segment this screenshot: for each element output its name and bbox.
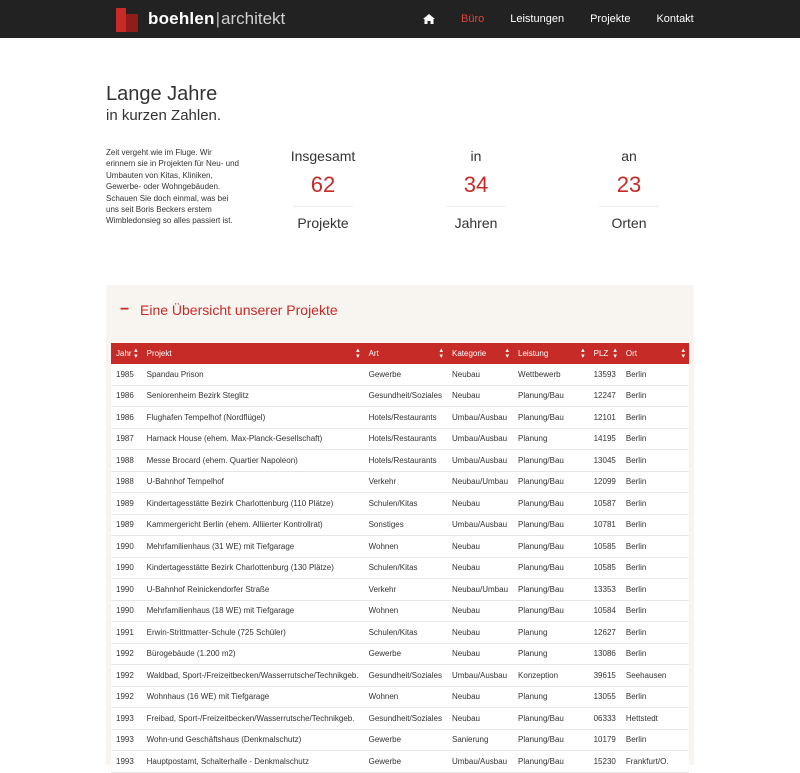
table-cell-plz: 12627 [589,622,621,644]
nav-item-projekte[interactable]: Projekte [590,13,631,25]
table-cell-projekt: Harnack House (ehem. Max-Planck-Gesellschaft) [142,428,364,450]
stat-label-top: in [470,148,482,164]
table-cell-art: Hotels/Restaurants [364,407,447,429]
table-cell-kategorie: Umbau/Ausbau [447,665,513,687]
table-row [111,579,689,601]
table-cell-ort: Berlin [621,729,689,751]
table-cell-art: Gesundheit/Soziales [364,385,447,407]
stat-years [421,148,531,231]
table-cell-art: Verkehr [364,579,447,601]
sort-icon: ▴ ▾ [505,347,510,360]
table-cell-projekt: Kindertagesstätte Bezirk Charlottenburg (110 Plätze) [142,493,364,515]
table-cell-jahr: 1990 [111,557,142,579]
stat-label-bottom: Orten [611,215,647,231]
nav-item-buero[interactable]: Büro [461,13,485,25]
sort-icon: ▴ ▾ [681,347,685,360]
table-cell-ort: Berlin [621,579,689,601]
table-cell-kategorie: Neubau [447,600,513,622]
stat-value: 62 [310,172,336,197]
table-row [111,708,689,730]
table-cell-kategorie: Neubau [447,385,513,407]
nav-item-kontakt[interactable]: Kontakt [656,13,694,25]
table-cell-leistung: Planung [513,686,589,708]
stat-places [574,148,684,231]
table-row [111,557,689,579]
table-cell-ort: Berlin [621,364,689,385]
table-cell-ort: Berlin [621,493,689,515]
stat-label-top: an [621,148,637,164]
table-cell-projekt: Hauptpostamt, Schalterhalle - Denkmalschutz [142,751,364,773]
table-cell-plz: 13045 [589,450,621,472]
table-cell-leistung: Planung/Bau [513,600,589,622]
table-cell-plz: 15230 [589,751,621,773]
table-cell-kategorie: Umbau/Ausbau [447,407,513,429]
column-header-label: Leistung [518,349,549,358]
table-cell-leistung: Planung/Bau [513,579,589,601]
projects-panel [106,285,694,765]
column-header-leistung[interactable] [513,343,589,364]
table-cell-leistung: Planung/Bau [513,557,589,579]
table-cell-ort: Frankfurt/O. [621,751,689,773]
table-cell-jahr: 1990 [111,536,142,558]
table-cell-leistung: Planung/Bau [513,751,589,773]
accordion-title: Eine Übersicht unserer Projekte [140,302,338,318]
table-cell-leistung: Planung/Bau [513,450,589,472]
stat-value: 34 [463,172,489,197]
table-cell-leistung: Planung [513,428,589,450]
sort-icon: ▴ ▾ [613,347,617,360]
table-cell-ort: Berlin [621,450,689,472]
table-row [111,385,689,407]
logo[interactable] [116,6,285,32]
projects-table [111,343,689,773]
table-cell-art: Gewerbe [364,364,447,385]
column-header-art[interactable] [364,343,447,364]
table-row [111,493,689,515]
stat-projects [268,148,378,231]
table-cell-jahr: 1986 [111,407,142,429]
table-cell-leistung: Planung/Bau [513,536,589,558]
table-cell-art: Wohnen [364,536,447,558]
logo-name: boehlen [148,9,215,28]
table-cell-leistung: Planung/Bau [513,407,589,429]
table-row [111,450,689,472]
page-subtitle: in kurzen Zahlen. [106,107,222,124]
table-row [111,665,689,687]
table-row [111,514,689,536]
intro-heading [106,82,221,126]
stat-label-top: Insgesamt [290,148,356,164]
logo-subtitle: architekt [221,9,286,28]
table-cell-projekt: Mehrfamilienhaus (31 WE) mit Tiefgarage [142,536,364,558]
table-cell-kategorie: Neubau/Umbau [447,471,513,493]
table-cell-jahr: 1989 [111,493,142,515]
stat-value: 23 [616,172,642,197]
table-cell-ort: Seehausen [621,665,689,687]
table-cell-kategorie: Neubau [447,364,513,385]
table-cell-jahr: 1985 [111,364,142,385]
table-cell-projekt: Bürogebäude (1.200 m2) [142,643,364,665]
table-cell-ort: Berlin [621,385,689,407]
table-cell-art: Gesundheit/Soziales [364,708,447,730]
table-cell-plz: 14195 [589,428,621,450]
column-header-label: Jahr [116,349,132,358]
table-cell-plz: 13593 [589,364,621,385]
table-cell-leistung: Planung [513,643,589,665]
table-cell-kategorie: Neubau [447,536,513,558]
table-row [111,729,689,751]
table-row [111,407,689,429]
table-cell-leistung: Planung/Bau [513,514,589,536]
table-cell-plz: 10585 [589,536,621,558]
table-cell-plz: 12099 [589,471,621,493]
navbar [0,0,800,38]
table-cell-kategorie: Neubau [447,643,513,665]
table-cell-kategorie: Umbau/Ausbau [447,751,513,773]
table-cell-art: Verkehr [364,471,447,493]
table-row [111,643,689,665]
table-cell-plz: 12247 [589,385,621,407]
table-cell-leistung: Wettbewerb [513,364,589,385]
table-cell-jahr: 1991 [111,622,142,644]
table-cell-ort: Berlin [621,471,689,493]
table-cell-plz: 06333 [589,708,621,730]
column-header-label: Kategorie [451,349,487,358]
table-cell-projekt: Wohn-und Geschäftshaus (Denkmalschutz) [142,729,364,751]
table-cell-jahr: 1990 [111,600,142,622]
column-header-label: Art [368,349,379,358]
table-cell-art: Schulen/Kitas [364,557,447,579]
stat-divider [446,206,506,207]
table-cell-kategorie: Neubau [447,493,513,515]
column-header-label: Ort [625,349,637,358]
table-cell-art: Schulen/Kitas [364,622,447,644]
table-cell-projekt: Kindertagesstätte Bezirk Charlottenburg (130 Plätze) [142,557,364,579]
table-cell-jahr: 1987 [111,428,142,450]
table-cell-projekt: Spandau Prison [142,364,364,385]
table-cell-plz: 13055 [589,686,621,708]
table-cell-ort: Berlin [621,622,689,644]
table-row [111,364,689,385]
table-cell-art: Gewerbe [364,751,447,773]
table-cell-projekt: Waldbad, Sport-/Freizeitbecken/Wasserrutsche/Technikgeb. [142,665,364,687]
table-cell-projekt: Freibad, Sport-/Freizeitbecken/Wasserrutsche/Technikgeb. [142,708,364,730]
page-title: Lange Jahre [106,83,218,105]
column-header-label: Projekt [146,349,172,358]
table-cell-jahr: 1988 [111,450,142,472]
table-cell-art: Sonstiges [364,514,447,536]
stat-label-bottom: Jahren [454,215,498,231]
table-cell-plz: 10179 [589,729,621,751]
table-row [111,428,689,450]
table-cell-art: Hotels/Restaurants [364,428,447,450]
table-cell-projekt: Seniorenheim Bezirk Steglitz [142,385,364,407]
table-cell-projekt: U-Bahnhof Tempelhof [142,471,364,493]
table-cell-art: Wohnen [364,686,447,708]
intro-text: Zeit vergeht wie im Fluge. Wir erinnern sie in Projekten für Neu- und Umbauten von Kitas, Kliniken, Gewerbe- oder Wohngebäuden. Schauen Sie doch einmal, was bei uns seit Boris Beckers erstem Wimbledonsieg so alles passiert ist. [106,148,239,226]
table-cell-plz: 10587 [589,493,621,515]
table-row [111,686,689,708]
stat-label-bottom: Projekte [297,215,349,231]
table-cell-ort: Berlin [621,536,689,558]
table-cell-projekt: Messe Brocard (ehem. Quartier Napoleon) [142,450,364,472]
table-cell-leistung: Planung/Bau [513,471,589,493]
sort-icon: ▴ ▾ [581,347,585,360]
table-cell-kategorie: Neubau [447,557,513,579]
sort-icon: ▴ ▾ [356,347,360,360]
table-cell-plz: 10781 [589,514,621,536]
table-cell-projekt: Flughafen Tempelhof (Nordflügel) [142,407,364,429]
column-header-ort[interactable] [621,343,689,364]
table-cell-jahr: 1986 [111,385,142,407]
nav-item-leistungen[interactable]: Leistungen [510,13,565,25]
table-cell-ort: Hettstedt [621,708,689,730]
column-header-projekt[interactable] [142,343,364,364]
column-header-plz[interactable] [589,343,621,364]
table-cell-leistung: Konzeption [513,665,589,687]
stat-divider [599,206,659,207]
table-cell-kategorie: Umbau/Ausbau [447,450,513,472]
table-row [111,536,689,558]
accordion-toggle[interactable] [120,301,338,319]
table-cell-leistung: Planung/Bau [513,385,589,407]
table-cell-art: Wohnen [364,600,447,622]
table-cell-jahr: 1992 [111,643,142,665]
table-cell-art: Gesundheit/Soziales [364,665,447,687]
main-nav [410,0,707,38]
table-cell-jahr: 1992 [111,665,142,687]
table-row [111,600,689,622]
table-row [111,471,689,493]
sort-icon: ▴ ▾ [439,347,443,360]
minus-icon: − [120,301,130,318]
sort-icon: ▴ ▾ [134,347,138,360]
table-cell-plz: 13086 [589,643,621,665]
table-cell-jahr: 1992 [111,686,142,708]
table-cell-plz: 10585 [589,557,621,579]
logo-mark-icon [116,6,140,32]
column-header-jahr[interactable] [111,343,142,364]
table-cell-leistung: Planung/Bau [513,729,589,751]
table-cell-jahr: 1988 [111,471,142,493]
table-cell-projekt: Wohnhaus (16 WE) mit Tiefgarage [142,686,364,708]
table-cell-plz: 10584 [589,600,621,622]
table-cell-ort: Berlin [621,643,689,665]
home-icon [423,14,435,24]
table-cell-kategorie: Neubau [447,686,513,708]
table-cell-kategorie: Neubau [447,622,513,644]
table-cell-projekt: U-Bahnhof Reinickendorfer Straße [142,579,364,601]
table-cell-ort: Berlin [621,557,689,579]
table-cell-plz: 12101 [589,407,621,429]
stat-divider [293,206,353,207]
table-cell-kategorie: Umbau/Ausbau [447,514,513,536]
table-cell-leistung: Planung/Bau [513,493,589,515]
logo-separator: | [215,9,220,28]
table-cell-kategorie: Umbau/Ausbau [447,428,513,450]
column-header-kategorie[interactable] [447,343,513,364]
table-cell-kategorie: Sanierung [447,729,513,751]
column-header-label: PLZ [593,349,609,358]
table-cell-leistung: Planung [513,622,589,644]
table-header-row [111,343,689,364]
table-body [111,364,689,772]
table-cell-ort: Berlin [621,407,689,429]
table-cell-kategorie: Neubau/Umbau [447,579,513,601]
table-cell-art: Hotels/Restaurants [364,450,447,472]
table-cell-leistung: Planung/Bau [513,708,589,730]
table-row [111,751,689,773]
nav-home[interactable] [423,13,435,25]
table-cell-jahr: 1989 [111,514,142,536]
table-cell-plz: 13353 [589,579,621,601]
table-cell-art: Gewerbe [364,729,447,751]
table-cell-ort: Berlin [621,428,689,450]
table-cell-ort: Berlin [621,686,689,708]
table-cell-jahr: 1990 [111,579,142,601]
table-cell-art: Gewerbe [364,643,447,665]
table-cell-jahr: 1993 [111,729,142,751]
table-cell-projekt: Kammergericht Berlin (ehem. Alliierter Kontrollrat) [142,514,364,536]
table-cell-ort: Berlin [621,514,689,536]
table-cell-plz: 39615 [589,665,621,687]
table-cell-projekt: Mehrfamilienhaus (18 WE) mit Tiefgarage [142,600,364,622]
table-row [111,622,689,644]
table-cell-ort: Berlin [621,600,689,622]
table-cell-kategorie: Neubau [447,708,513,730]
table-cell-jahr: 1993 [111,751,142,773]
table-cell-art: Schulen/Kitas [364,493,447,515]
table-cell-projekt: Erwin-Strittmatter-Schule (725 Schüler) [142,622,364,644]
table-cell-jahr: 1993 [111,708,142,730]
